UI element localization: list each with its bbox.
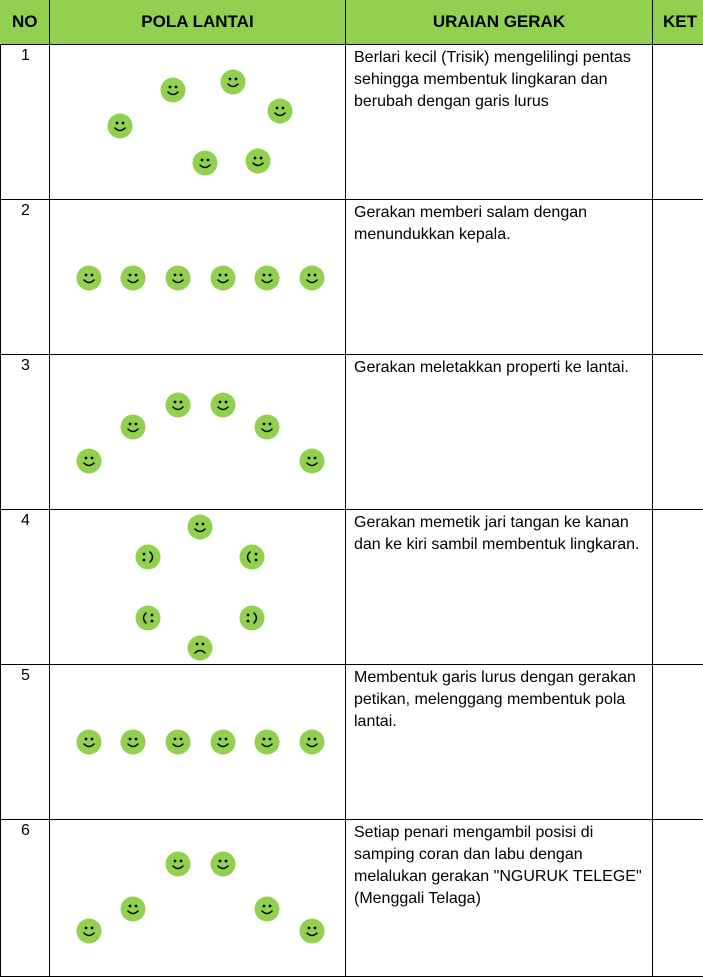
smiley-face-icon — [165, 729, 191, 755]
smiley-face-icon — [120, 265, 146, 291]
smiley-face-icon — [254, 414, 280, 440]
ket-cell — [653, 665, 703, 819]
smiley-face-icon — [165, 392, 191, 418]
uraian-gerak-cell — [346, 45, 653, 199]
smiley-face-icon — [165, 851, 191, 877]
smiley-face-icon — [192, 150, 218, 176]
no-cell — [0, 45, 50, 199]
smiley-face-icon — [135, 544, 161, 570]
pola-lantai-cell — [50, 45, 346, 199]
smiley-face-icon — [107, 113, 133, 139]
header-uraian-gerak — [346, 0, 653, 45]
ket-cell — [653, 200, 703, 354]
table-row — [0, 200, 703, 355]
movement-description: Gerakan meletakkan properti ke lantai. — [354, 359, 629, 376]
pola-lantai-cell — [50, 665, 346, 819]
smiley-face-icon — [220, 69, 246, 95]
pola-lantai-cell — [50, 200, 346, 354]
header-ket-label: KET — [663, 12, 697, 31]
table-row — [0, 355, 703, 510]
movement-description: Gerakan memberi salam dengan menundukkan kepala. — [354, 204, 588, 243]
header-pola-lantai — [50, 0, 346, 45]
no-cell — [0, 820, 50, 976]
row-number: 1 — [21, 47, 30, 64]
smiley-face-icon — [299, 448, 325, 474]
smiley-face-icon — [160, 77, 186, 103]
smiley-face-icon — [254, 896, 280, 922]
row-number: 4 — [21, 512, 30, 529]
uraian-gerak-cell — [346, 355, 653, 509]
smiley-face-icon — [165, 265, 191, 291]
smiley-face-icon — [239, 605, 265, 631]
table-row — [0, 665, 703, 820]
header-no — [0, 0, 50, 45]
no-cell — [0, 665, 50, 819]
smiley-face-icon — [120, 729, 146, 755]
uraian-gerak-cell — [346, 665, 653, 819]
smiley-face-icon — [135, 605, 161, 631]
movement-description: Setiap penari mengambil posisi di samping coran dan labu dengan melalukan gerakan "NGURUK TELEGE" (Menggali Telaga) — [354, 824, 642, 907]
movement-description: Gerakan memetik jari tangan ke kanan dan ke kiri sambil membentuk lingkaran. — [354, 514, 640, 553]
uraian-gerak-cell — [346, 820, 653, 976]
ket-cell — [653, 355, 703, 509]
table-row — [0, 45, 703, 200]
smiley-face-icon — [76, 918, 102, 944]
smiley-face-icon — [245, 148, 271, 174]
smiley-face-icon — [76, 265, 102, 291]
pola-lantai-cell — [50, 510, 346, 664]
movement-description: Membentuk garis lurus dengan gerakan petikan, melenggang membentuk pola lantai. — [354, 669, 636, 730]
header-ket — [653, 0, 703, 45]
table-row — [0, 820, 703, 977]
smiley-face-icon — [239, 544, 265, 570]
smiley-face-icon — [299, 729, 325, 755]
row-number: 2 — [21, 202, 30, 219]
ket-cell — [653, 510, 703, 664]
ket-cell — [653, 45, 703, 199]
smiley-face-icon — [120, 896, 146, 922]
smiley-face-icon — [254, 265, 280, 291]
table-row — [0, 510, 703, 665]
smiley-face-icon — [210, 265, 236, 291]
smiley-face-icon — [76, 448, 102, 474]
ket-cell — [653, 820, 703, 976]
uraian-gerak-cell — [346, 510, 653, 664]
row-number: 3 — [21, 357, 30, 374]
smiley-face-icon — [120, 414, 146, 440]
row-number: 5 — [21, 667, 30, 684]
smiley-face-icon — [210, 851, 236, 877]
no-cell — [0, 200, 50, 354]
smiley-face-icon — [187, 514, 213, 540]
no-cell — [0, 510, 50, 664]
pola-lantai-cell — [50, 355, 346, 509]
smiley-face-icon — [210, 392, 236, 418]
smiley-face-icon — [187, 635, 213, 661]
smiley-face-icon — [299, 918, 325, 944]
header-no-label: NO — [12, 12, 38, 31]
header-uraian-label: URAIAN GERAK — [432, 12, 566, 31]
smiley-face-icon — [299, 265, 325, 291]
movement-description: Berlari kecil (Trisik) mengelilingi pentas sehingga membentuk lingkaran dan berubah dengan garis lurus — [354, 49, 631, 110]
header-pola-label: POLA LANTAI — [141, 12, 254, 31]
smiley-face-icon — [254, 729, 280, 755]
smiley-face-icon — [76, 729, 102, 755]
no-cell — [0, 355, 50, 509]
pola-lantai-cell — [50, 820, 346, 976]
row-number: 6 — [21, 822, 30, 839]
uraian-gerak-cell — [346, 200, 653, 354]
smiley-face-icon — [210, 729, 236, 755]
smiley-face-icon — [267, 98, 293, 124]
